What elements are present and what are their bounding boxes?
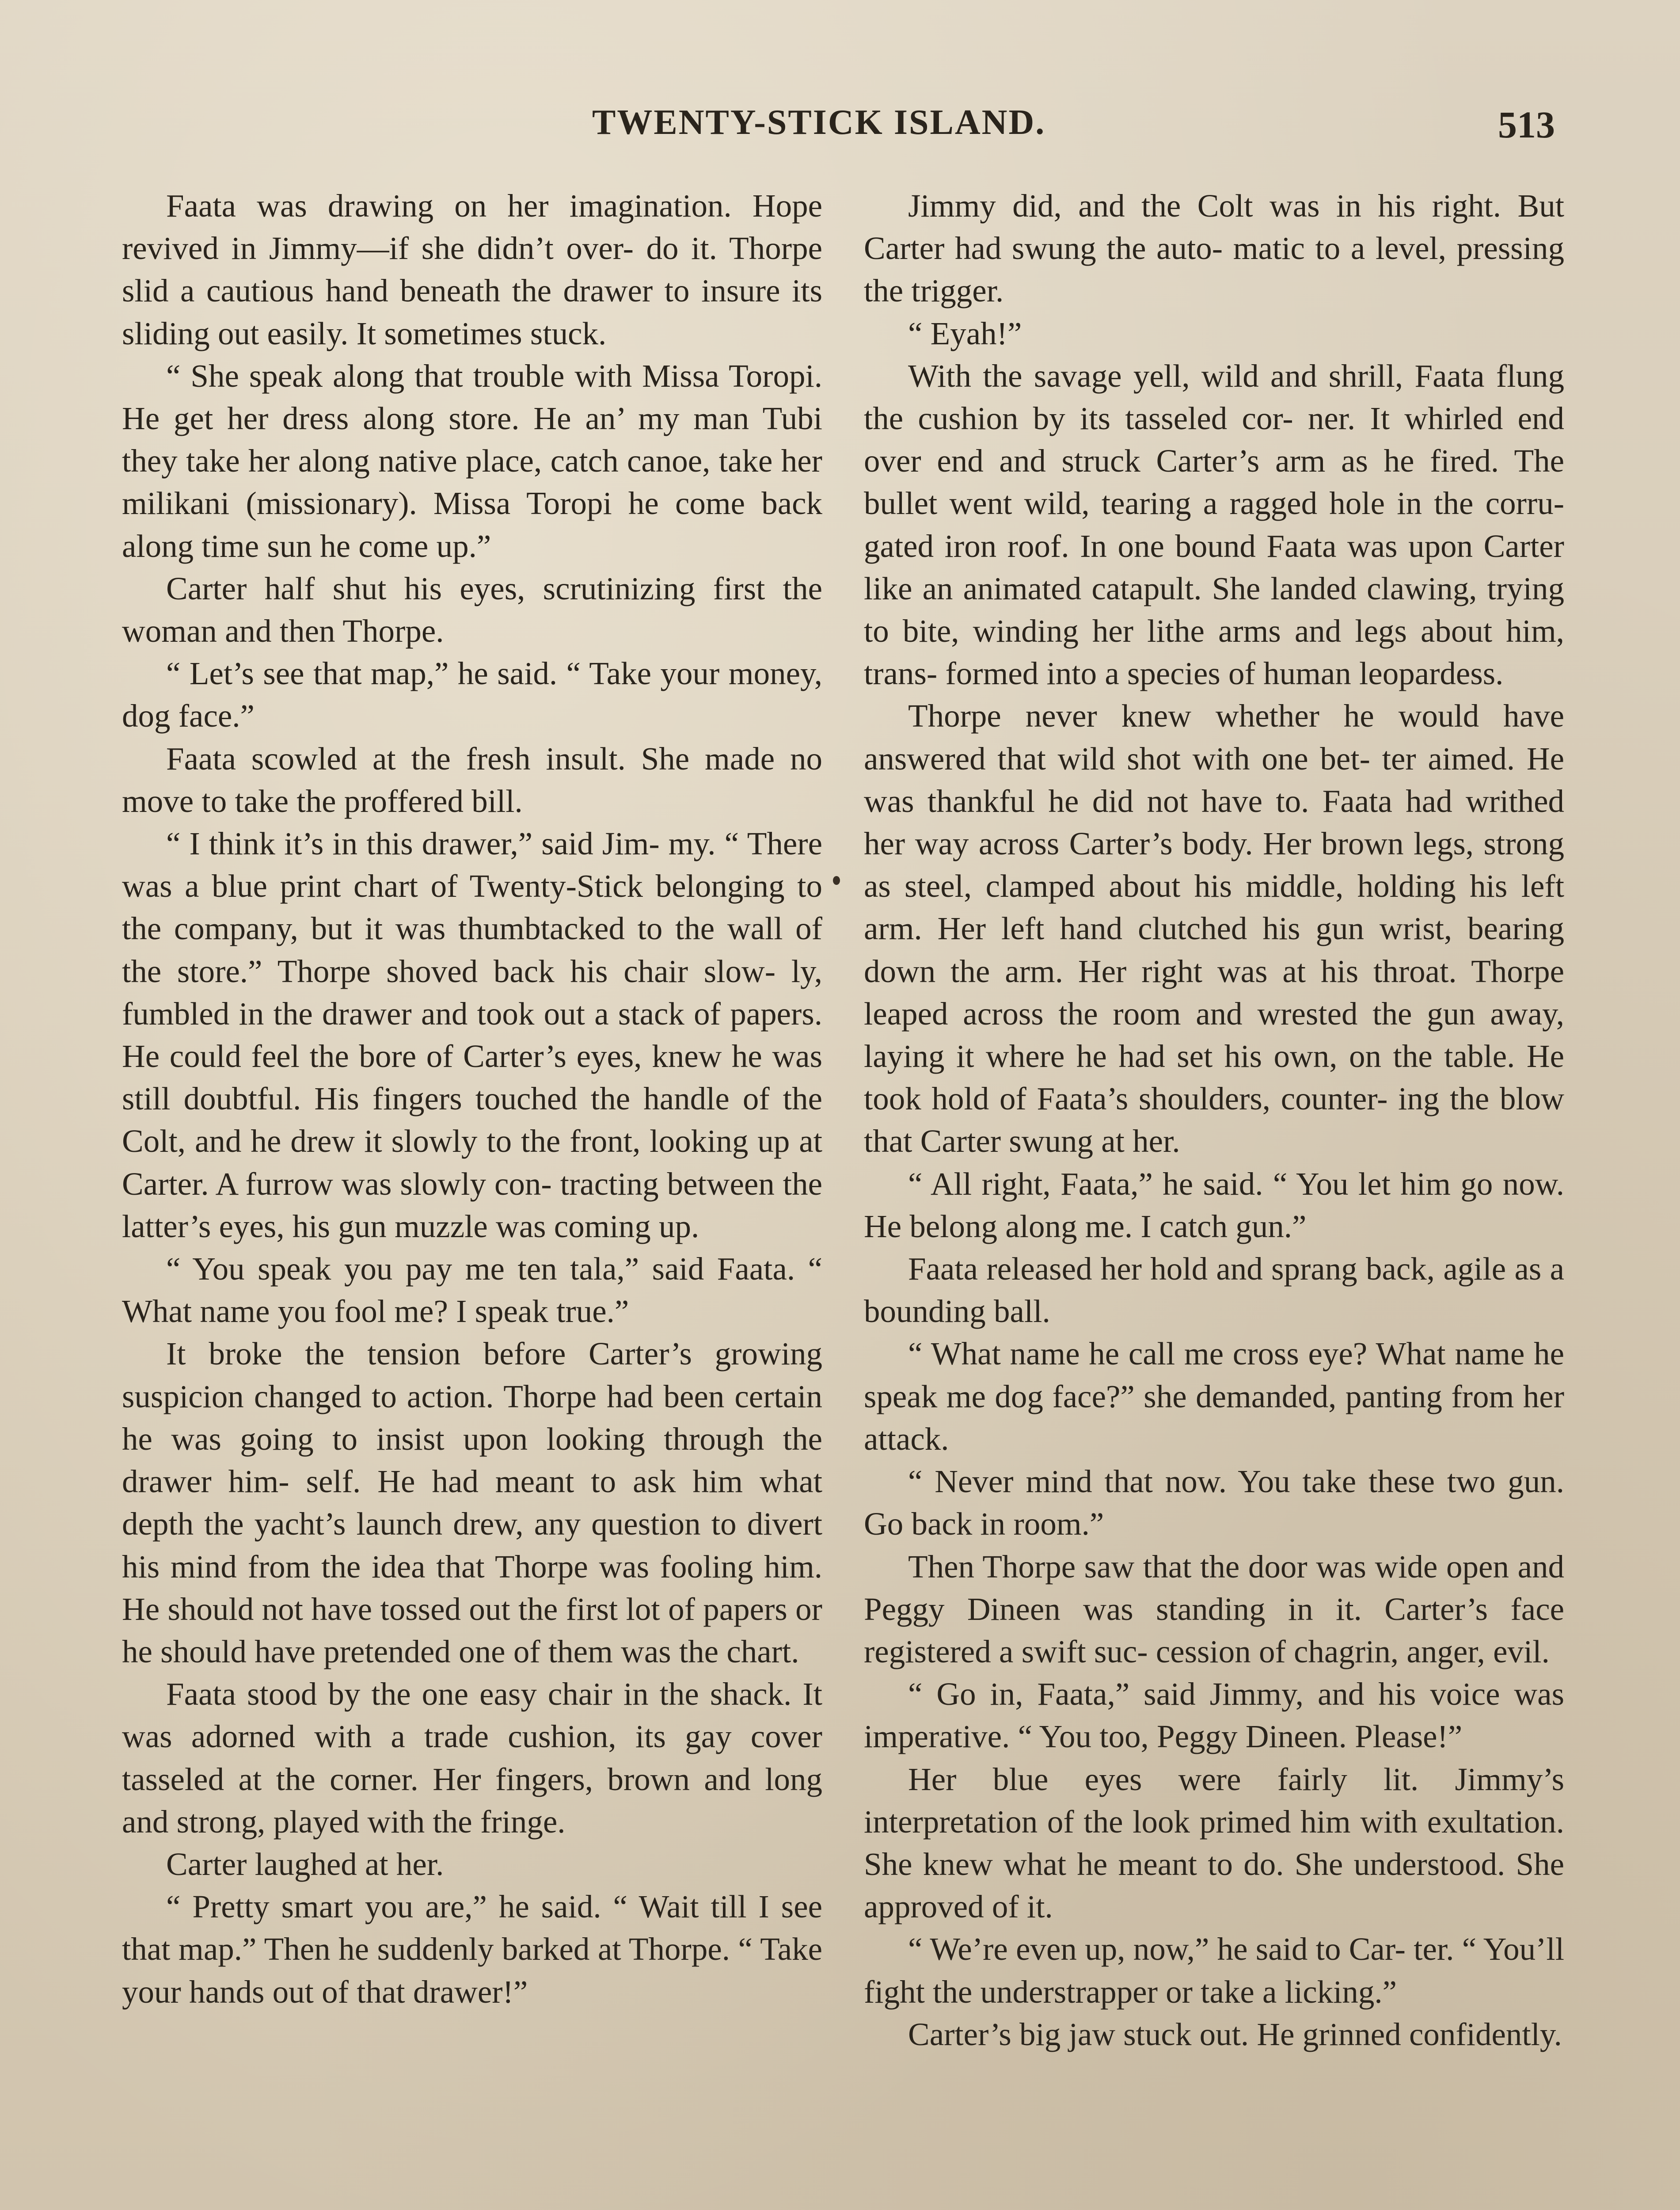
running-head: TWENTY-STICK ISLAND. [592, 103, 1046, 142]
paragraph: “ Go in, Faata,” said Jimmy, and his voice was imperative. “ You too, Peggy Dineen. Please!” [864, 1676, 1564, 1755]
ink-speck [833, 876, 840, 885]
paragraph: “ What name he call me cross eye? What name he speak me dog face?” she demanded, panting from her attack. [864, 1336, 1564, 1457]
paragraph: Faata was drawing on her imagination. Hope revived in Jimmy—if she didn’t over- do it. Thorpe slid a cautious hand beneath the drawer to insure its sliding out easily. It sometimes stuck. [122, 188, 822, 351]
paragraph: “ Never mind that now. You take these two gun. Go back in room.” [864, 1463, 1564, 1542]
paragraph: Faata scowled at the fresh insult. She made no move to take the proffered bill. [122, 740, 822, 819]
right-column [864, 185, 1564, 2056]
paragraph: Carter half shut his eyes, scrutinizing first the woman and then Thorpe. [122, 570, 822, 649]
paragraph: “ I think it’s in this drawer,” said Jim- my. “ There was a blue print chart of Twenty-Stick belonging to the company, but it was thumbtacked to the wall of the store.” Thorpe shoved back his chair slow- ly, fumbled in the drawer and took out a stack of papers. He could feel the bore of Carter’s eyes, knew he was still doubtful. His fingers touched the handle of the Colt, and he drew it slowly to the front, looking up at Carter. A furrow was slowly con- tracting between the latter’s eyes, his gun muzzle was coming up. [122, 826, 822, 1244]
paragraph: Faata stood by the one easy chair in the shack. It was adorned with a trade cushion, its gay cover tasseled at the corner. Her fingers, brown and long and strong, played with the fringe. [122, 1676, 822, 1840]
paragraph: “ All right, Faata,” he said. “ You let him go now. He belong along me. I catch gun.” [864, 1166, 1564, 1244]
paragraph: With the savage yell, wild and shrill, Faata flung the cushion by its tasseled cor- ner. It whirled end over end and struck Carter’s arm as he fired. The bullet went wild, tearing a ragged hole in the corru- gated iron roof. In one bound Faata was upon Carter like an animated catapult. She landed clawing, trying to bite, winding her lithe arms and legs about him, trans- formed into a species of human leopardess. [864, 358, 1564, 692]
paragraph: Thorpe never knew whether he would have answered that wild shot with one bet- ter aimed. He was thankful he did not have to. Faata had writhed her way across Carter’s body. Her brown legs, strong as steel, clamped about his middle, holding his left arm. Her left hand clutched his gun wrist, bearing down the arm. Her right was at his throat. Thorpe leaped across the room and wrested the gun away, laying it where he had set his own, on the table. He took hold of Faata’s shoulders, counter- ing the blow that Carter swung at her. [864, 698, 1564, 1159]
paragraph: Her blue eyes were fairly lit. Jimmy’s interpretation of the look primed him with exultation. She knew what he meant to do. She understood. She approved of it. [864, 1761, 1564, 1925]
paragraph: “ We’re even up, now,” he said to Car- ter. “ You’ll fight the understrapper or take a licking.” [864, 1931, 1564, 2010]
paragraph: Carter laughed at her. [166, 1846, 444, 1882]
paragraph: Jimmy did, and the Colt was in his right. But Carter had swung the auto- matic to a level, pressing the trigger. [864, 188, 1564, 309]
paragraph: “ Eyah!” [908, 315, 1022, 351]
paragraph: Carter’s big jaw stuck out. He grinned confidently. [908, 2016, 1562, 2052]
paragraph: Faata released her hold and sprang back, agile as a bounding ball. [864, 1251, 1564, 1330]
paragraph: It broke the tension before Carter’s growing suspicion changed to action. Thorpe had been certain he was going to insist upon looking through the drawer him- self. He had meant to ask him what depth the yacht’s launch drew, any question to divert his mind from the idea that Thorpe was fooling him. He should not have tossed out the first lot of papers or he should have pretended one of them was the chart. [122, 1336, 822, 1669]
paragraph: “ She speak along that trouble with Missa Toropi. He get her dress along store. He an’ my man Tubi they take her along native place, catch canoe, take her milikani (missionary). Missa Toropi he come back along time sun he come up.” [122, 358, 822, 564]
paragraph: “ You speak you pay me ten tala,” said Faata. “ What name you fool me? I speak true.” [122, 1251, 822, 1330]
paragraph: Then Thorpe saw that the door was wide open and Peggy Dineen was standing in it. Carter’s face registered a swift suc- cession of chagrin, anger, evil. [864, 1548, 1564, 1669]
left-column [122, 185, 822, 2013]
paragraph: “ Let’s see that map,” he said. “ Take your money, dog face.” [122, 655, 822, 734]
paragraph: “ Pretty smart you are,” he said. “ Wait till I see that map.” Then he suddenly barked at Thorpe. “ Take your hands out of that drawer!” [122, 1889, 822, 2010]
page-number: 513 [1498, 103, 1555, 146]
